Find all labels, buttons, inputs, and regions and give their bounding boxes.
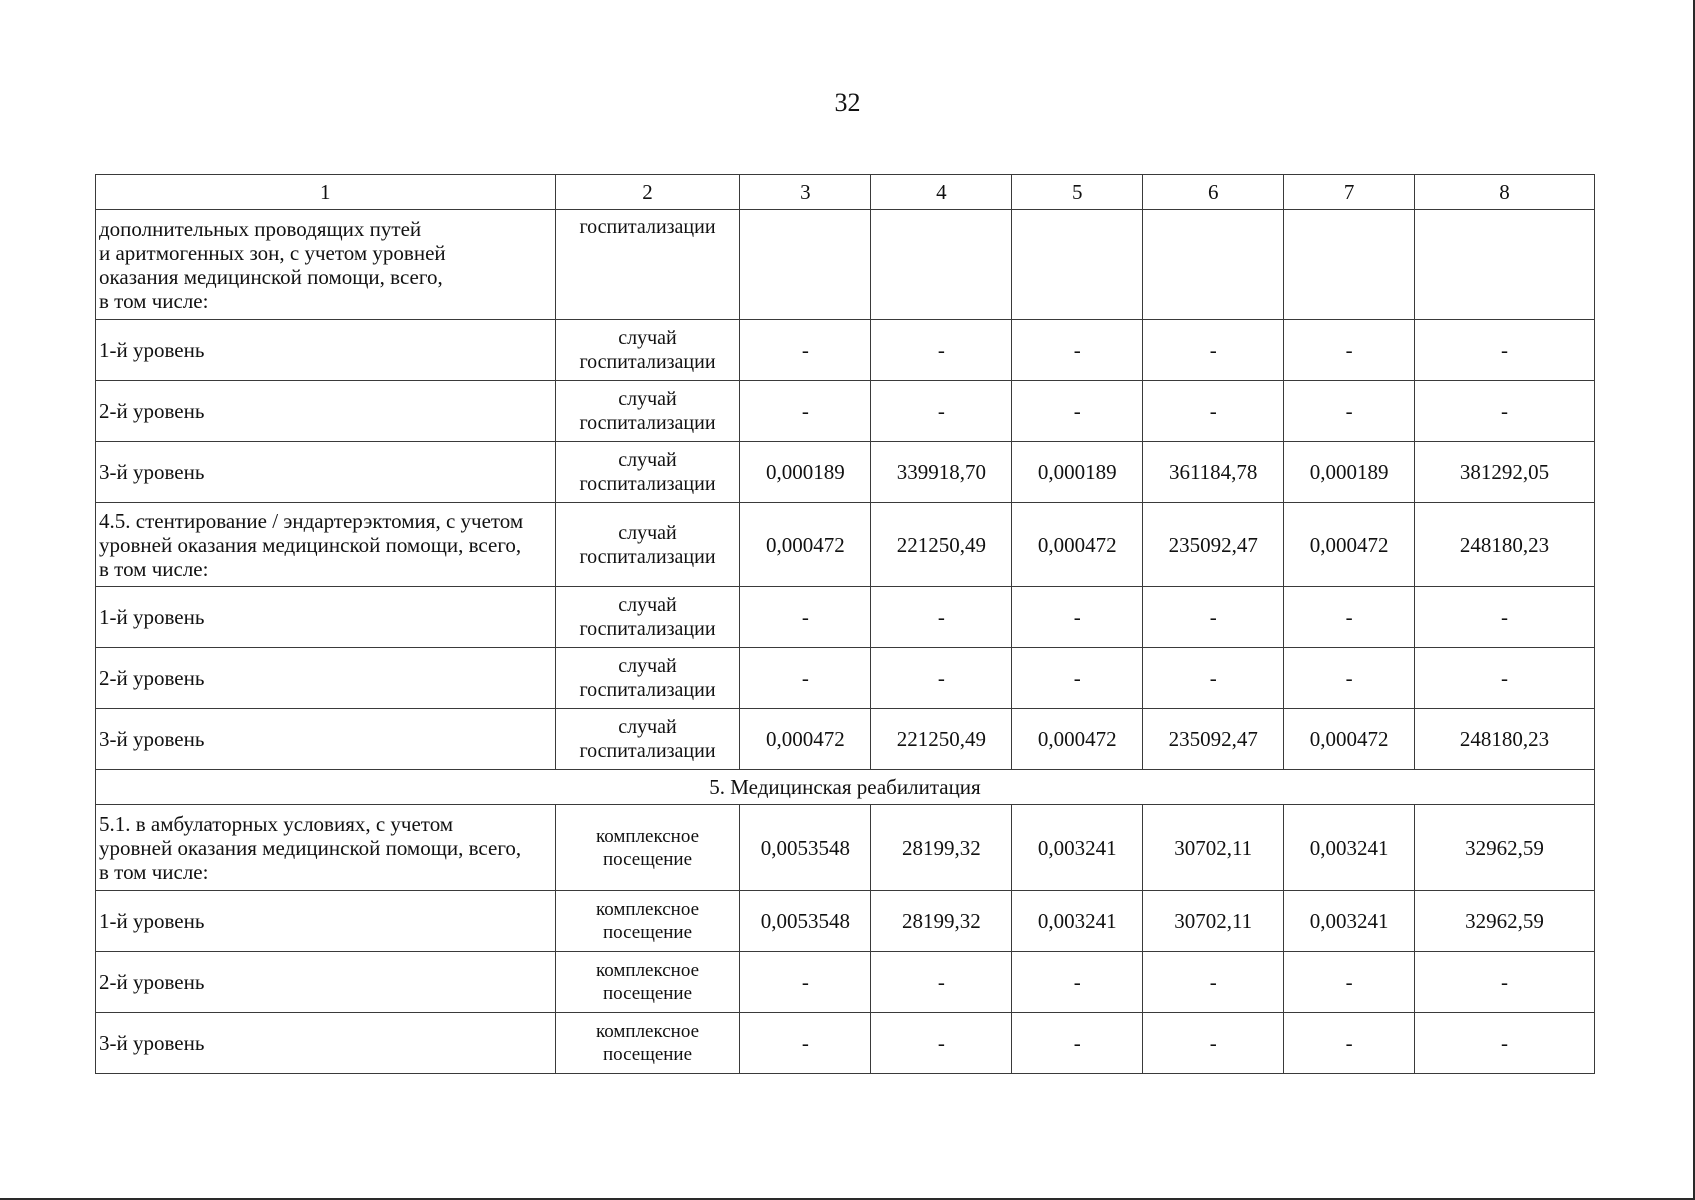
value-cell-col6: 235092,47 <box>1143 709 1284 770</box>
value-cell-col6: - <box>1143 1013 1284 1074</box>
table-row <box>96 320 1595 381</box>
value-cell-col4: 339918,70 <box>871 442 1012 503</box>
value-cell-col7: 0,003241 <box>1284 891 1415 952</box>
value-cell-col7: 0,000472 <box>1284 503 1415 587</box>
unit-cell: комплексное посещение <box>555 952 740 1013</box>
value-cell-col7: - <box>1284 320 1415 381</box>
value-cell-col4: - <box>871 320 1012 381</box>
data-table <box>95 174 1595 1074</box>
value-cell-col7: - <box>1284 381 1415 442</box>
value-cell-col6: 30702,11 <box>1143 805 1284 891</box>
value-cell-col3: - <box>740 952 871 1013</box>
table-row <box>96 503 1595 587</box>
value-cell-col5: 0,000472 <box>1012 503 1143 587</box>
value-cell-col7: 0,000472 <box>1284 709 1415 770</box>
value-cell-col5: - <box>1012 587 1143 648</box>
value-cell-col8: - <box>1415 381 1595 442</box>
value-cell-col7: 0,003241 <box>1284 805 1415 891</box>
unit-cell: комплексное посещение <box>555 1013 740 1074</box>
table-row <box>96 709 1595 770</box>
value-cell-col3: - <box>740 320 871 381</box>
row-label: 1-й уровень <box>96 891 556 952</box>
row-label: 2-й уровень <box>96 648 556 709</box>
value-cell-col6: - <box>1143 952 1284 1013</box>
value-cell-col3: - <box>740 1013 871 1074</box>
value-cell-col3: 0,000472 <box>740 503 871 587</box>
value-cell-col8: - <box>1415 320 1595 381</box>
value-cell-col5: - <box>1012 648 1143 709</box>
row-label: 1-й уровень <box>96 587 556 648</box>
value-cell-col6: - <box>1143 587 1284 648</box>
value-cell-col6: - <box>1143 648 1284 709</box>
value-cell-col4 <box>871 210 1012 320</box>
value-cell-col5: - <box>1012 952 1143 1013</box>
header-cell-4: 4 <box>871 175 1012 210</box>
table-row <box>96 587 1595 648</box>
value-cell-col7: - <box>1284 952 1415 1013</box>
value-cell-col6: - <box>1143 320 1284 381</box>
table-row <box>96 891 1595 952</box>
value-cell-col3: 0,000472 <box>740 709 871 770</box>
table-row <box>96 1013 1595 1074</box>
value-cell-col4: - <box>871 381 1012 442</box>
row-label: 5.1. в амбулаторных условиях, с учетом уровней оказания медицинской помощи, всего, в том числе: <box>96 805 556 891</box>
table-row <box>96 648 1595 709</box>
unit-cell: случай госпитализации <box>555 503 740 587</box>
unit-cell: комплексное посещение <box>555 805 740 891</box>
value-cell-col4: - <box>871 587 1012 648</box>
value-cell-col4: 221250,49 <box>871 709 1012 770</box>
value-cell-col4: - <box>871 952 1012 1013</box>
value-cell-col4: - <box>871 1013 1012 1074</box>
value-cell-col3: - <box>740 648 871 709</box>
value-cell-col8: 32962,59 <box>1415 805 1595 891</box>
header-cell-7: 7 <box>1284 175 1415 210</box>
value-cell-col5 <box>1012 210 1143 320</box>
value-cell-col3: - <box>740 587 871 648</box>
value-cell-col8: 381292,05 <box>1415 442 1595 503</box>
value-cell-col6: 235092,47 <box>1143 503 1284 587</box>
table-row <box>96 805 1595 891</box>
value-cell-col5: 0,003241 <box>1012 805 1143 891</box>
value-cell-col4: 221250,49 <box>871 503 1012 587</box>
value-cell-col3: 0,0053548 <box>740 891 871 952</box>
row-label: дополнительных проводящих путей и аритмогенных зон, с учетом уровней оказания медицинской помощи, всего, в том числе: <box>96 210 556 320</box>
value-cell-col5: - <box>1012 320 1143 381</box>
value-cell-col3 <box>740 210 871 320</box>
header-cell-5: 5 <box>1012 175 1143 210</box>
table-row <box>96 442 1595 503</box>
value-cell-col3: - <box>740 381 871 442</box>
row-label: 2-й уровень <box>96 952 556 1013</box>
unit-cell: случай госпитализации <box>555 648 740 709</box>
unit-cell: комплексное посещение <box>555 891 740 952</box>
value-cell-col5: 0,000189 <box>1012 442 1143 503</box>
header-cell-2: 2 <box>555 175 740 210</box>
page-number: 32 <box>834 88 861 117</box>
row-label: 3-й уровень <box>96 1013 556 1074</box>
unit-cell: госпитализации <box>555 210 740 320</box>
value-cell-col5: 0,000472 <box>1012 709 1143 770</box>
header-cell-6: 6 <box>1143 175 1284 210</box>
value-cell-col6: 361184,78 <box>1143 442 1284 503</box>
value-cell-col5: - <box>1012 381 1143 442</box>
unit-cell: случай госпитализации <box>555 381 740 442</box>
value-cell-col8: 32962,59 <box>1415 891 1595 952</box>
table-body <box>96 175 1595 1074</box>
table-row <box>96 210 1595 320</box>
value-cell-col8 <box>1415 210 1595 320</box>
value-cell-col5: - <box>1012 1013 1143 1074</box>
value-cell-col4: 28199,32 <box>871 891 1012 952</box>
value-cell-col7: - <box>1284 648 1415 709</box>
value-cell-col6 <box>1143 210 1284 320</box>
value-cell-col8: - <box>1415 952 1595 1013</box>
value-cell-col7: 0,000189 <box>1284 442 1415 503</box>
header-cell-1: 1 <box>96 175 556 210</box>
row-label: 1-й уровень <box>96 320 556 381</box>
value-cell-col8: 248180,23 <box>1415 503 1595 587</box>
value-cell-col8: - <box>1415 648 1595 709</box>
value-cell-col4: - <box>871 648 1012 709</box>
value-cell-col7: - <box>1284 587 1415 648</box>
header-cell-8: 8 <box>1415 175 1595 210</box>
row-label: 4.5. стентирование / эндартерэктомия, с учетом уровней оказания медицинской помощи, всего, в том числе: <box>96 503 556 587</box>
table-row <box>96 381 1595 442</box>
unit-cell: случай госпитализации <box>555 587 740 648</box>
row-label: 2-й уровень <box>96 381 556 442</box>
unit-cell: случай госпитализации <box>555 709 740 770</box>
value-cell-col4: 28199,32 <box>871 805 1012 891</box>
value-cell-col3: 0,0053548 <box>740 805 871 891</box>
value-cell-col6: 30702,11 <box>1143 891 1284 952</box>
table-row <box>96 952 1595 1013</box>
row-label: 3-й уровень <box>96 709 556 770</box>
value-cell-col5: 0,003241 <box>1012 891 1143 952</box>
unit-cell: случай госпитализации <box>555 320 740 381</box>
value-cell-col3: 0,000189 <box>740 442 871 503</box>
value-cell-col6: - <box>1143 381 1284 442</box>
section-row <box>96 770 1595 805</box>
unit-cell: случай госпитализации <box>555 442 740 503</box>
row-label: 3-й уровень <box>96 442 556 503</box>
section-title: 5. Медицинская реабилитация <box>96 770 1595 805</box>
value-cell-col7: - <box>1284 1013 1415 1074</box>
value-cell-col8: - <box>1415 587 1595 648</box>
value-cell-col7 <box>1284 210 1415 320</box>
header-row <box>96 175 1595 210</box>
value-cell-col8: 248180,23 <box>1415 709 1595 770</box>
header-cell-3: 3 <box>740 175 871 210</box>
value-cell-col8: - <box>1415 1013 1595 1074</box>
